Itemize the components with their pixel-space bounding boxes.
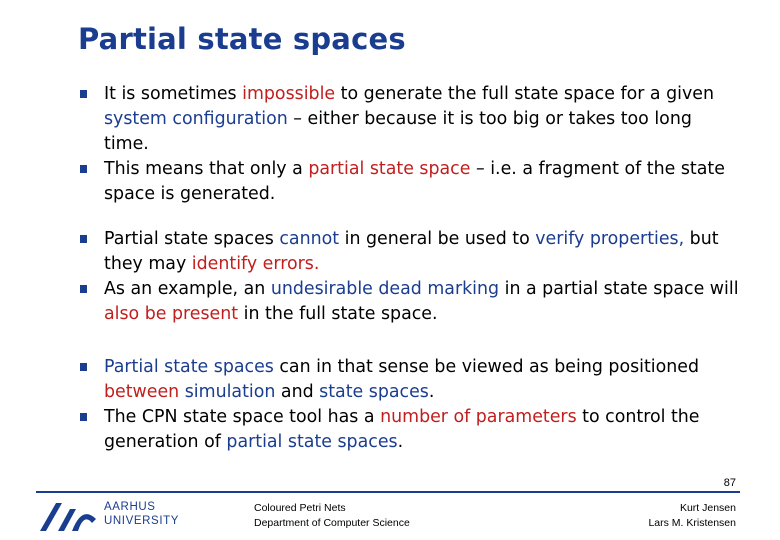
footer-author-1: Kurt Jensen <box>679 502 736 514</box>
bullet-text: . <box>428 382 435 402</box>
bullet-text: It is sometimes <box>104 84 243 104</box>
bullet-text: Partial state spaces <box>104 229 280 249</box>
bullet-item <box>80 277 740 327</box>
logo-line-1: AARHUS <box>104 501 156 513</box>
highlighted-text: Partial state spaces <box>104 357 274 377</box>
bullet-group-1 <box>80 82 740 207</box>
bullet-item <box>80 157 740 207</box>
highlighted-text: simulation <box>184 382 276 402</box>
bullet-square-icon <box>80 90 87 98</box>
highlighted-text: partial state spaces <box>226 432 398 452</box>
footer-department: Department of Computer Science <box>254 517 410 529</box>
bullet-text: and <box>275 382 320 402</box>
highlighted-text: system configuration <box>104 109 288 129</box>
highlighted-text: number of parameters <box>380 407 577 427</box>
footer-divider <box>36 491 740 493</box>
highlighted-text: between <box>104 382 180 402</box>
bullet-text: . <box>397 432 404 452</box>
footer-course-title: Coloured Petri Nets <box>254 502 346 514</box>
bullet-square-icon <box>80 413 87 421</box>
bullet-item <box>80 82 740 157</box>
bullet-square-icon <box>80 165 87 173</box>
bullet-square-icon <box>80 235 87 243</box>
bullet-text: in the full state space. <box>238 304 438 324</box>
page-number: 87 <box>723 477 736 489</box>
highlighted-text: partial state space <box>308 159 471 179</box>
bullet-text: The CPN state space tool has a <box>104 407 381 427</box>
bullet-group-2 <box>80 227 740 327</box>
bullet-text: can in that sense be viewed as being positioned <box>273 357 700 377</box>
logo-line-2: UNIVERSITY <box>104 515 180 527</box>
bullet-text: – either because it is too big or takes too long time. <box>104 109 692 154</box>
bullet-text: to control the generation of <box>104 407 700 452</box>
slide-title: Partial state spaces <box>78 22 406 56</box>
highlighted-text: also be present <box>104 304 239 324</box>
highlighted-text: state spaces <box>319 382 429 402</box>
bullet-square-icon <box>80 285 87 293</box>
bullet-text: in general be used to <box>339 229 536 249</box>
bullet-text: but they may <box>104 229 719 274</box>
footer-author-2: Lars M. Kristensen <box>648 517 736 529</box>
bullet-item <box>80 355 740 405</box>
bullet-text: This means that only a <box>104 159 309 179</box>
highlighted-text: undesirable dead marking <box>270 279 500 299</box>
bullet-text: – i.e. a fragment of the state space is generated. <box>104 159 725 204</box>
bullet-group-3 <box>80 355 740 455</box>
bullet-item <box>80 405 740 455</box>
footer-course <box>254 501 410 531</box>
bullet-square-icon <box>80 363 87 371</box>
highlighted-text: impossible <box>242 84 336 104</box>
university-name <box>104 500 179 528</box>
highlighted-text: verify properties, <box>535 229 685 249</box>
bullet-text: to generate the full state space for a given <box>335 84 714 104</box>
highlighted-text: cannot <box>279 229 340 249</box>
highlighted-text: identify errors. <box>191 254 320 274</box>
bullet-text: As an example, an <box>104 279 271 299</box>
bullet-text: in a partial state space will <box>499 279 739 299</box>
footer-authors <box>648 501 736 531</box>
bullet-item <box>80 227 740 277</box>
